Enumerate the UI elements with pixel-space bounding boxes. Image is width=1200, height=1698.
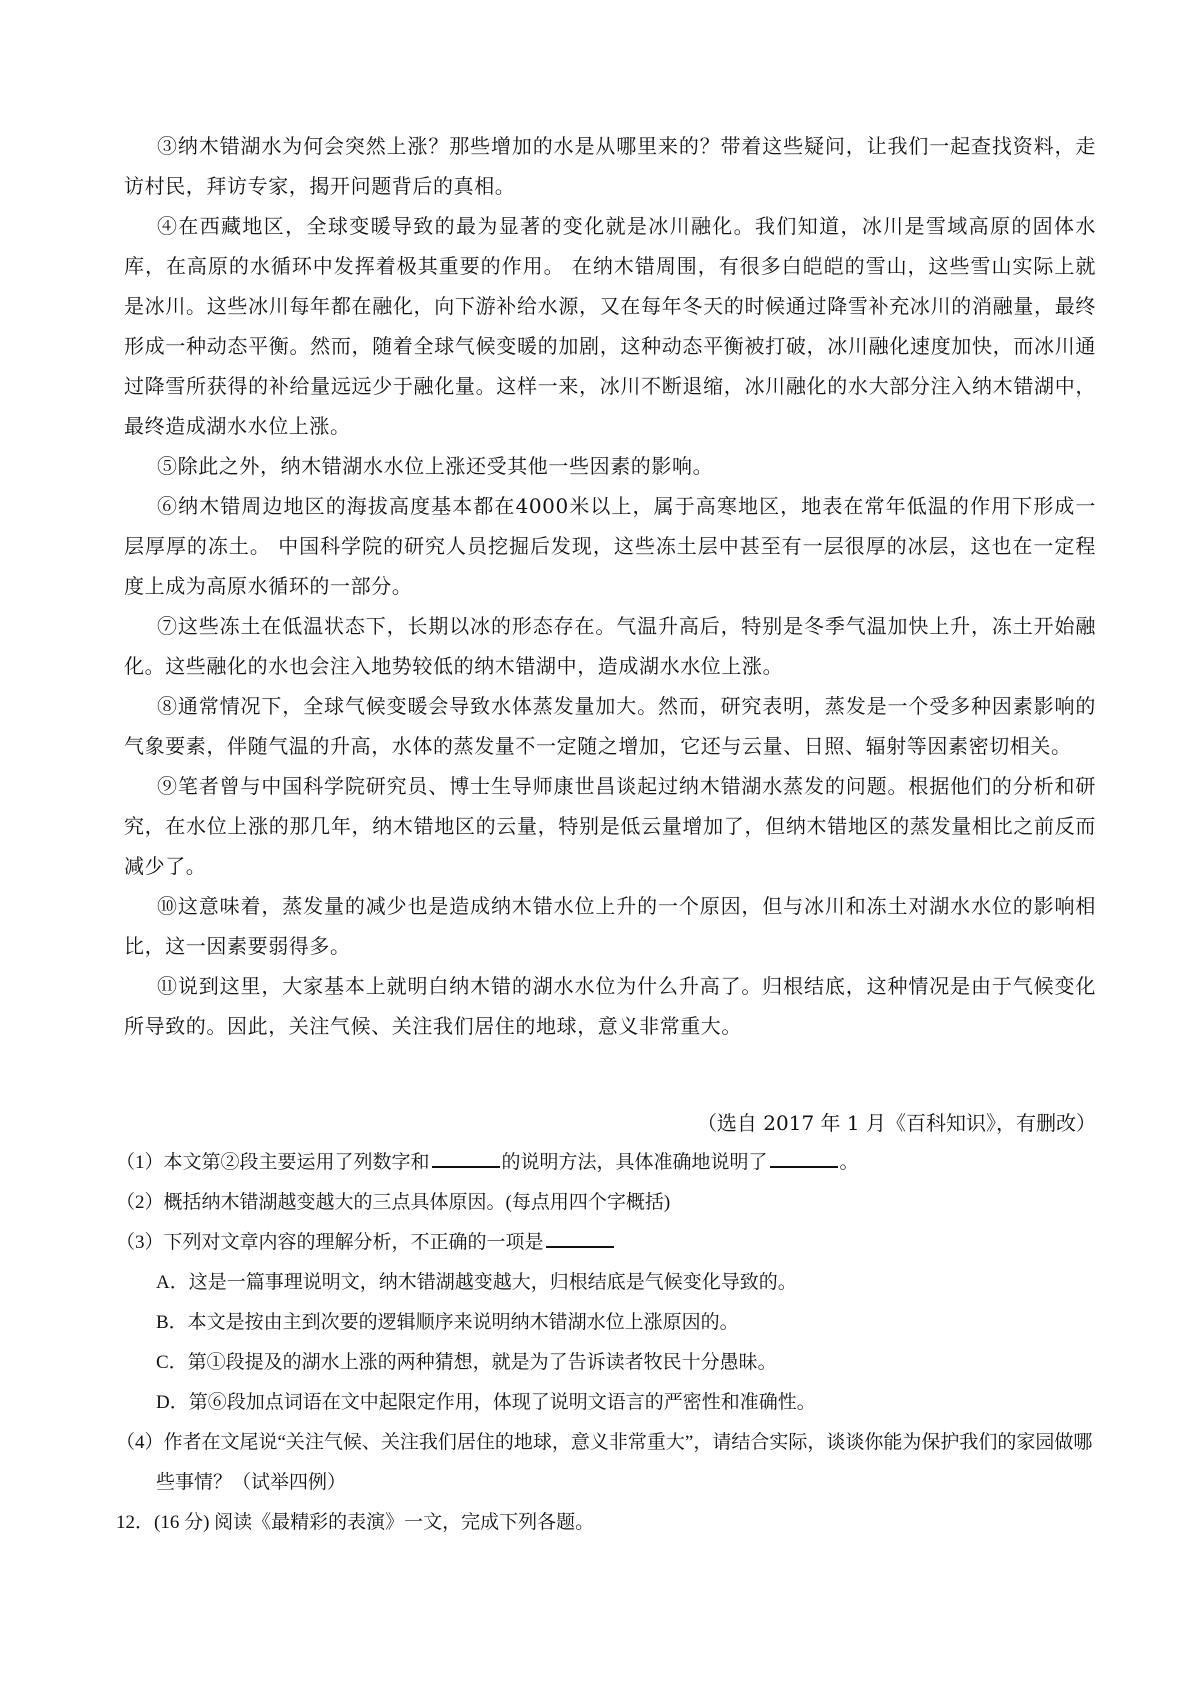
option-b: B．本文是按由主到次要的逻辑顺序来说明纳木错湖水位上涨原因的。 bbox=[156, 1312, 739, 1333]
option-d: D．第⑥段加点词语在文中起限定作用，体现了说明文语言的严密性和准确性。 bbox=[156, 1392, 816, 1413]
paragraph-8: ⑧通常情况下，全球气候变暖会导致水体蒸发量加大。然而，研究表明，蒸发是一个受多种因素影响的气象要素，伴随气温的升高，水体的蒸发量不一定随之增加，它还与云量、日照、辐射等因素密切相关。 bbox=[124, 694, 1096, 758]
answer-blank-2[interactable] bbox=[770, 1146, 838, 1168]
question-3 bbox=[116, 1223, 1100, 1263]
paragraph-11: ⑪说到这里，大家基本上就明白纳木错的湖水水位为什么升高了。归根结底，这种情况是由于气候变化所导致的。因此，关注气候、关注我们居住的地球，意义非常重大。 bbox=[124, 974, 1096, 1038]
question-1-text-b: 的说明方法，具体准确地说明了 bbox=[501, 1152, 768, 1173]
answer-blank-3[interactable] bbox=[546, 1226, 614, 1248]
paragraph-5: ⑤除此之外，纳木错湖水水位上涨还受其他一些因素的影响。 bbox=[157, 454, 714, 478]
question-1 bbox=[116, 1143, 1100, 1183]
paragraph-10: ⑩这意味着，蒸发量的减少也是造成纳木错水位上升的一个原因，但与冰川和冻土对湖水水位的影响相比，这一因素要弱得多。 bbox=[124, 894, 1096, 958]
question-2: （2）概括纳木错湖越变越大的三点具体原因。(每点用四个字概括) bbox=[116, 1192, 671, 1213]
paragraph-9: ⑨笔者曾与中国科学院研究员、博士生导师康世昌谈起过纳木错湖水蒸发的问题。根据他们的分析和研究，在水位上涨的那几年，纳木错地区的云量，特别是低云量增加了，但纳木错地区的蒸发量相比之前反而减少了。 bbox=[124, 774, 1096, 878]
option-a: A．这是一篇事理说明文，纳木错湖越变越大，归根结底是气候变化导致的。 bbox=[156, 1272, 797, 1293]
answer-blank-1[interactable] bbox=[432, 1146, 500, 1168]
question-1-text-c: 。 bbox=[839, 1152, 859, 1173]
source-citation: （选自 2017 年 1 月《百科知识》，有删改） bbox=[696, 1111, 1096, 1135]
paragraph-3: ③纳木错湖水为何会突然上涨？那些增加的水是从哪里来的？带着这些疑问，让我们一起查找资料，走访村民，拜访专家，揭开问题背后的真相。 bbox=[124, 134, 1096, 198]
option-c: C．第①段提及的湖水上涨的两种猜想，就是为了告诉读者牧民十分愚昧。 bbox=[156, 1352, 777, 1373]
paragraph-7: ⑦这些冻土在低温状态下，长期以冰的形态存在。气温升高后，特别是冬季气温加快上升，冻土开始融化。这些融化的水也会注入地势较低的纳木错湖中，造成湖水水位上涨。 bbox=[124, 614, 1096, 678]
paragraph-6: ⑥纳木错周边地区的海拔高度基本都在4000米以上，属于高寒地区，地表在常年低温的作用下形成一层厚厚的冻土。 中国科学院的研究人员挖掘后发现，这些冻土层中甚至有一层很厚的冰层，这也在一定程度上成为高原水循环的一部分。 bbox=[124, 494, 1096, 598]
question-4: （4）作者在文尾说“关注气候、关注我们居住的地球，意义非常重大”，请结合实际，谈谈你能为保护我们的家园做哪些事情？（试举四例） bbox=[116, 1432, 1093, 1493]
question-12-heading: 12．(16 分) 阅读《最精彩的表演》一文，完成下列各题。 bbox=[116, 1512, 595, 1533]
question-1-text-a: （1）本文第②段主要运用了列数字和 bbox=[116, 1152, 430, 1173]
question-3-text: （3）下列对文章内容的理解分析，不正确的一项是 bbox=[116, 1232, 544, 1253]
paragraph-4: ④在西藏地区，全球变暖导致的最为显著的变化就是冰川融化。我们知道，冰川是雪域高原的固体水库，在高原的水循环中发挥着极其重要的作用。 在纳木错周围，有很多白皑皑的雪山，这些雪山实际上就是冰川。这些冰川每年都在融化，向下游补给水源，又在每年冬天的时候通过降雪补充冰川的消融量，最终形成一种动态平衡。然而，随着全球气候变暖的加剧，这种动态平衡被打破，冰川融化速度加快，而冰川通过降雪所获得的补给量远远少于融化量。这样一来，冰川不断退缩，冰川融化的水大部分注入纳木错湖中，最终造成湖水水位上涨。 bbox=[124, 214, 1096, 438]
